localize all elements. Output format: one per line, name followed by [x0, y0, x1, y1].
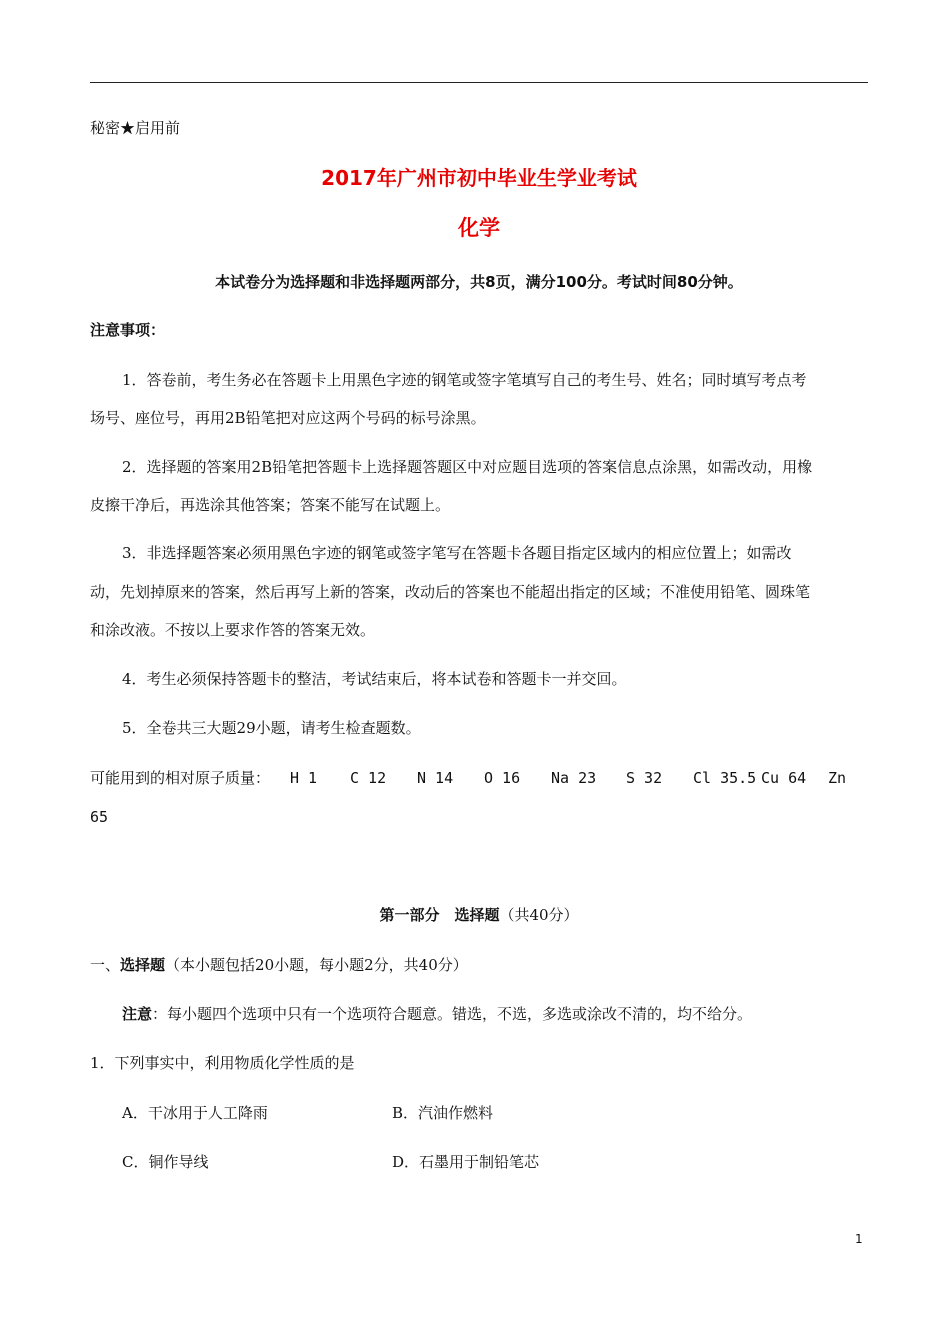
note-3-line-1: 3．非选择题答案必须用黑色字迹的钢笔或签字笔写在答题卡各题目指定区域内的相应位置上；如需改: [122, 544, 792, 562]
note-2-line-2: 皮擦干净后，再选涂其他答案；答案不能写在试题上。: [90, 496, 451, 514]
mass-s: S 32: [626, 769, 663, 787]
part1-heading: [90, 905, 868, 925]
mass-na: Na 23: [551, 769, 597, 787]
page-number: 1: [855, 1232, 863, 1246]
question-1-stem: 1．下列事实中，利用物质化学性质的是: [90, 1054, 355, 1072]
mass-cl: Cl 35.5: [693, 769, 757, 787]
question-1-option-b: B．汽油作燃料: [392, 1104, 494, 1122]
part1-heading-title: 第一部分 选择题: [379, 906, 500, 924]
mass-c: C 12: [350, 769, 387, 787]
mass-o: O 16: [484, 769, 521, 787]
subject-title: 化学: [458, 216, 500, 240]
note-1-line-2: 场号、座位号，再用2B铅笔把对应这两个号码的标号涂黑。: [90, 409, 486, 427]
mass-n: N 14: [417, 769, 454, 787]
question-1-option-a: A．干冰用于人工降雨: [122, 1104, 268, 1122]
question-1-option-c: C．铜作导线: [122, 1153, 209, 1171]
mass-zn-value: 65: [90, 808, 109, 826]
note-3-line-2: 动，先划掉原来的答案，然后再写上新的答案，改动后的答案也不能超出指定的区域；不准使用铅笔、圆珠笔: [90, 583, 811, 601]
exam-intro: 本试卷分为选择题和非选择题两部分，共8页，满分100分。考试时间80分钟。: [215, 273, 743, 291]
part1-heading-score: （共40分）: [499, 906, 579, 924]
question-1-option-d: D．石墨用于制铅笔芯: [392, 1153, 540, 1171]
note-5: 5．全卷共三大题29小题，请考生检查题数。: [122, 719, 421, 737]
mass-cu: Cu 64: [761, 769, 807, 787]
note-3-line-3: 和涂改液。不按以上要求作答的答案无效。: [90, 621, 376, 639]
mass-zn-symbol: Zn: [828, 769, 847, 787]
mass-h: H 1: [290, 769, 318, 787]
section1-prefix: 一、: [90, 956, 121, 974]
notes-heading: 注意事项：: [90, 321, 166, 339]
note-2-line-1: 2．选择题的答案用2B铅笔把答题卡上选择题答题区中对应题目选项的答案信息点涂黑，如需改动，用橡: [122, 458, 813, 476]
header-rule: [90, 82, 868, 83]
note-4: 4．考生必须保持答题卡的整洁，考试结束后，将本试卷和答题卡一并交回。: [122, 670, 627, 688]
note-label: 注意: [122, 1005, 153, 1023]
section1-desc: （本小题包括20小题，每小题2分，共40分）: [165, 956, 468, 974]
section1-heading: [90, 955, 468, 975]
note-1-line-1: 1．答卷前，考生务必在答题卡上用黑色字迹的钢笔或签字笔填写自己的考生号、姓名；同时填写考点考: [122, 371, 807, 389]
section1-title: 选择题: [120, 956, 166, 974]
confidential-label: 秘密★启用前: [90, 119, 181, 137]
exam-title: 2017年广州市初中毕业生学业考试: [321, 166, 637, 190]
note-text: ：每小题四个选项中只有一个选项符合题意。错选，不选，多选或涂改不清的，均不给分。: [152, 1005, 753, 1023]
section1-note: [122, 1004, 752, 1024]
atomic-mass-label: 可能用到的相对原子质量：: [90, 769, 271, 787]
